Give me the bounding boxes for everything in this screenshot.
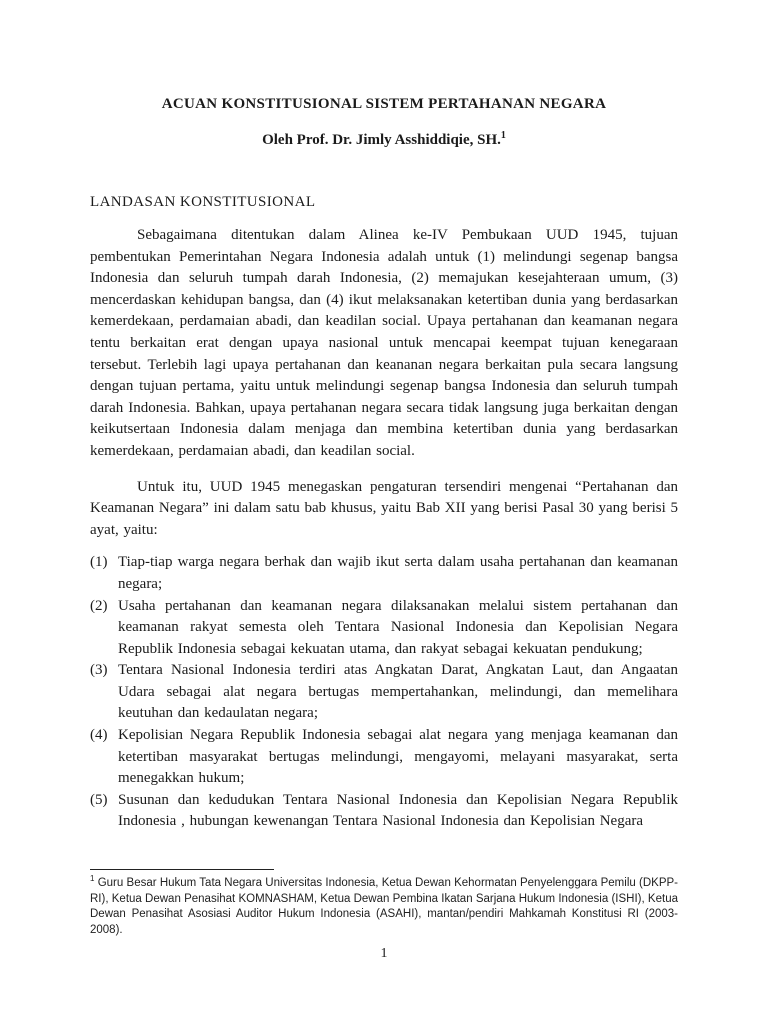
list-item-text: Tentara Nasional Indonesia terdiri atas Angkatan Darat, Angkatan Laut, dan Angaatan Udara sebagai alat negara bertugas mempertahankan, melindungi, dan memelihara keutuhan dan kedaulatan negara; — [118, 662, 678, 722]
document-content — [90, 0, 678, 833]
byline-text: Oleh Prof. Dr. Jimly Asshiddiqie, SH. — [262, 132, 501, 148]
list-item-text: Kepolisian Negara Republik Indonesia sebagai alat negara yang menjaga keamanan dan ketertiban masyarakat bertugas melindungi, mengayomi, melayani masyarakat, serta menegakkan hukum; — [118, 727, 678, 787]
list-item-marker: (5) — [90, 791, 108, 808]
section-heading: LANDASAN KONSTITUSIONAL — [90, 194, 316, 210]
list-item — [90, 725, 678, 790]
list-item-text: Usaha pertahanan dan keamanan negara dilaksanakan melalui sistem pertahanan dan keamanan rakyat semesta oleh Tentara Nasional Indonesia dan Kepolisian Negara Republik Indonesia sebagai kekuatan utama, dan rakyat sebagai kekuatan pendukung; — [118, 597, 678, 657]
page-number: 1 — [380, 946, 388, 961]
list-item — [90, 790, 678, 833]
list-item-marker: (4) — [90, 727, 108, 744]
list-item-marker: (3) — [90, 662, 108, 679]
numbered-list — [90, 552, 678, 833]
footnote-ref: 1 — [90, 874, 95, 884]
paragraph-1: Sebagaimana ditentukan dalam Alinea ke-IV Pembukaan UUD 1945, tujuan pembentukan Pemerintahan Negara Indonesia adalah untuk (1) melindungi segenap bangsa Indonesia dan seluruh tumpah darah Indonesia, (2) memajukan kesejahteraan umum, (3) mencerdaskan kehidupan bangsa, dan (4) ikut melaksanakan ketertiban dunia yang berdasarkan kemerdekaan, perdamaian abadi, dan keadilan social. Upaya pertahanan dan keamanan negara tentu berkaitan erat dengan upaya nasional untuk mencapai keempat tujuan kenegaraan tersebut. Terlebih lagi upaya pertahanan dan keananan negara berkaitan pula secara langsung dengan tujuan pertama, yaitu untuk melindungi segenap bangsa Indonesia dan seluruh tumpah darah Indonesia. Bahkan, upaya pertahanan negara secara tidak langsung juga berkaitan dengan keikutsertaan Indonesia dalam menjaga dan membina ketertiban dunia yang berdasarkan kemerdekaan, perdamaian abadi, dan keadilan social. — [90, 227, 678, 459]
document-title: ACUAN KONSTITUSIONAL SISTEM PERTAHANAN NEGARA — [161, 96, 607, 112]
footnote-text: Guru Besar Hukum Tata Negara Universitas Indonesia, Ketua Dewan Kehormatan Penyelenggara Pemilu (DKPP-RI), Ketua Dewan Penasihat KOMNASHAM, Ketua Dewan Pembina Ikatan Sarjana Hukum Indonesia (ISHI), Ketua Dewan Penasihat Asosiasi Auditor Hukum Indonesia (ASAHI), mantan/pendiri Mahkamah Konstitusi RI (2003-2008). — [90, 877, 678, 936]
list-item-text: Susunan dan kedudukan Tentara Nasional Indonesia dan Kepolisian Negara Republik Indonesia , hubungan kewenangan Tentara Nasional Indonesia dan Kepolisian Negara — [118, 791, 678, 830]
footnote-separator — [90, 869, 274, 870]
list-item-text: Tiap-tiap warga negara berhak dan wajib ikut serta dalam usaha pertahanan dan keamanan negara; — [118, 554, 678, 592]
list-item — [90, 660, 678, 725]
document-byline — [90, 131, 678, 150]
footnote-area — [90, 869, 678, 938]
list-item-marker: (2) — [90, 597, 108, 614]
list-item-marker: (1) — [90, 554, 108, 571]
list-item — [90, 552, 678, 595]
list-item — [90, 596, 678, 661]
paragraph-2: Untuk itu, UUD 1945 menegaskan pengaturan tersendiri mengenai “Pertahanan dan Keamanan Negara” ini dalam satu bab khusus, yaitu Bab XII yang berisi Pasal 30 yang berisi 5 ayat, yaitu: — [90, 478, 678, 538]
footnote — [90, 876, 678, 938]
byline-footnote-ref: 1 — [500, 130, 506, 141]
